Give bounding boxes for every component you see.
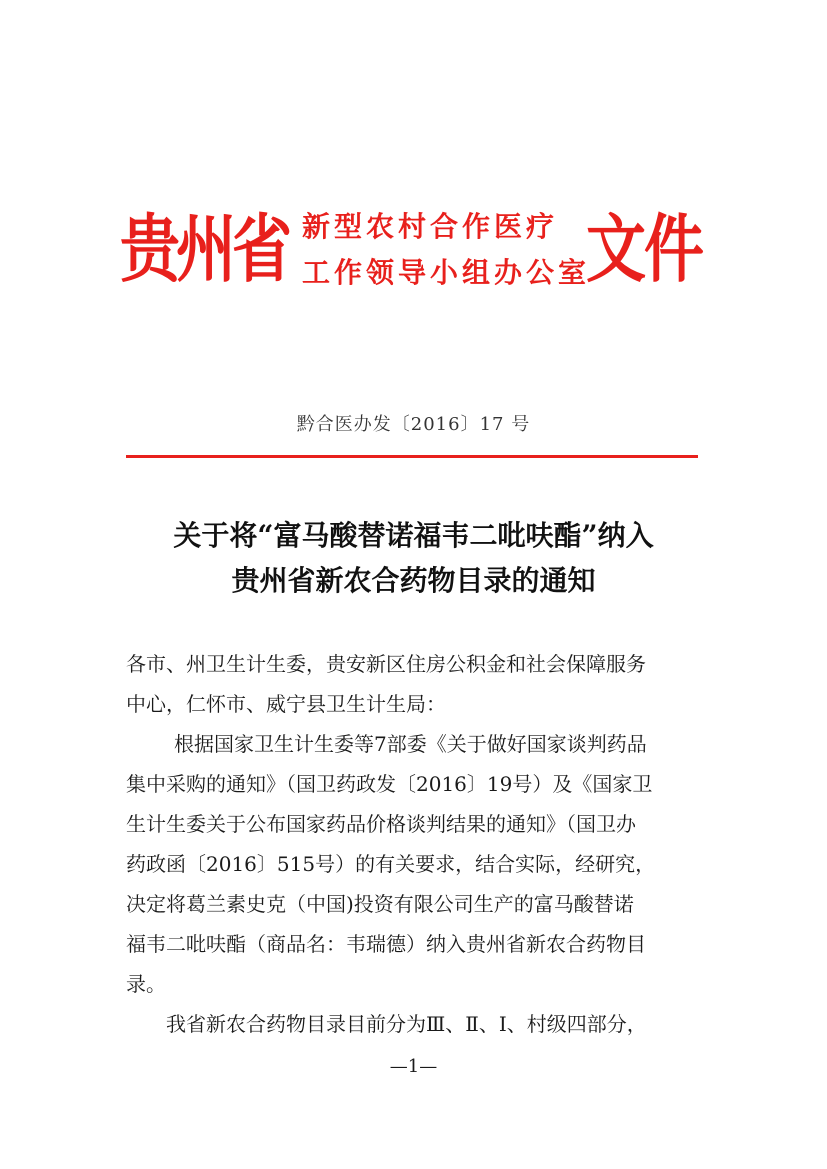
body-line: 药政函〔2016〕515号）的有关要求，结合实际，经研究，: [126, 852, 656, 876]
body-line: 各市、州卫生计生委，贵安新区住房公积金和社会保障服务: [126, 652, 646, 676]
document-number: 黔合医办发〔2016〕17 号: [296, 414, 531, 435]
body-line: 根据国家卫生计生委等7部委《关于做好国家谈判药品: [174, 732, 647, 756]
red-divider: [126, 455, 698, 458]
body-line: 生计生委关于公布国家药品价格谈判结果的通知》（国卫办: [126, 812, 636, 836]
body-line: 录。: [126, 972, 166, 996]
document-title: [0, 513, 827, 603]
body-line: 集中采购的通知》（国卫药政发〔2016〕19号）及《国家卫: [126, 772, 653, 796]
header-org-line-1: 新型农村合作医疗: [302, 210, 559, 243]
page-number: —1—: [389, 1056, 438, 1077]
document-body: [126, 644, 706, 1044]
body-line: 决定将葛兰素史克（中国)投资有限公司生产的富马酸替诺: [126, 892, 634, 916]
header-document-word: 文件: [586, 207, 702, 293]
header-province: 贵州省: [120, 207, 288, 293]
body-line: 福韦二吡呋酯（商品名：韦瑞德）纳入贵州省新农合药物目: [126, 932, 646, 956]
red-header: [120, 200, 710, 300]
title-line-2: 贵州省新农合药物目录的通知: [231, 564, 596, 597]
body-line: 中心，仁怀市、威宁县卫生计生局：: [126, 692, 446, 716]
header-org-line-2: 工作领导小组办公室: [302, 256, 591, 289]
title-line-1: 关于将“富马酸替诺福韦二吡呋酯”纳入: [173, 519, 654, 552]
body-line: 我省新农合药物目录目前分为Ⅲ、Ⅱ、Ⅰ、村级四部分，: [166, 1012, 647, 1036]
